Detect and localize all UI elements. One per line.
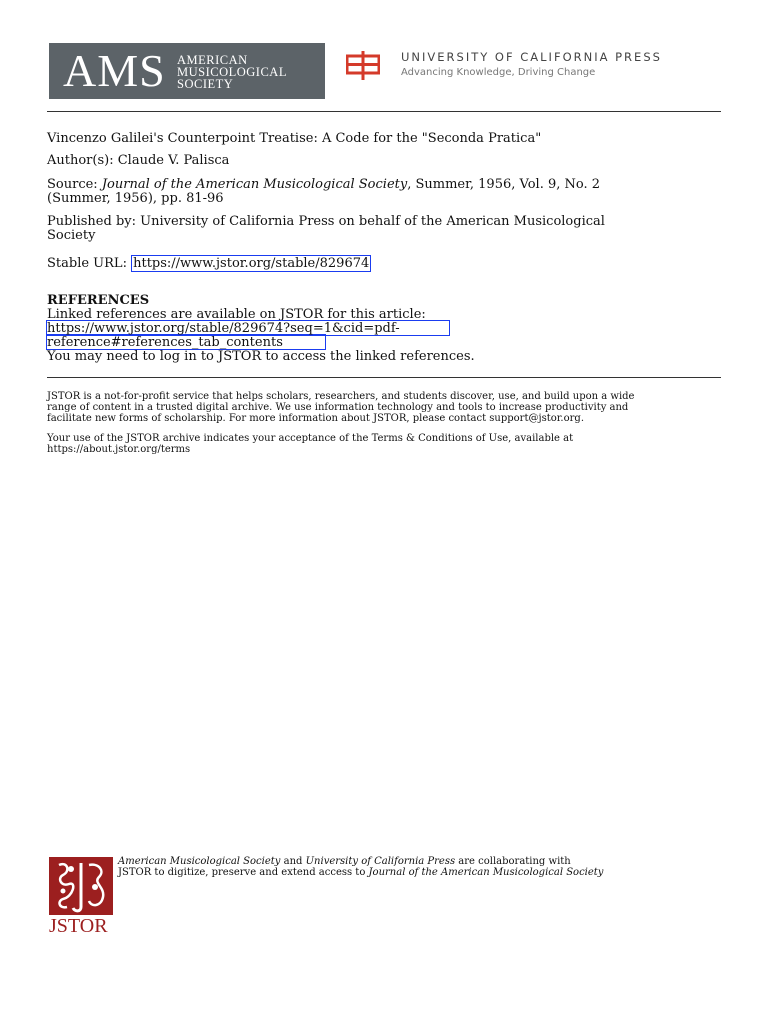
source-journal: Journal of the American Musicological Society — [101, 177, 408, 192]
ams-logo — [49, 43, 325, 99]
references-intro: Linked references are available on JSTOR for this article: — [47, 307, 426, 322]
notice-line-2: range of content in a trusted digital archive. We use information technology and tools to increase productivity and — [47, 402, 629, 413]
ucp-name: UNIVERSITY OF CALIFORNIA PRESS — [401, 50, 662, 64]
article-title: Vincenzo Galilei's Counterpoint Treatise: A Code for the "Seconda Pratica" — [47, 131, 542, 146]
source-line-2: (Summer, 1956), pp. 81-96 — [47, 191, 224, 206]
author-line — [47, 153, 229, 168]
stable-url-label: Stable URL: — [47, 256, 127, 271]
published-line-1: Published by: University of California Press on behalf of the American Musicological — [47, 214, 605, 229]
collab-line-2 — [118, 867, 603, 879]
ams-logo-line-1: AMERICAN — [177, 53, 248, 67]
collab-org-2: University of California Press — [305, 856, 456, 867]
stable-url-line — [47, 256, 371, 271]
notice-divider — [47, 377, 721, 378]
terms-line-1: Your use of the JSTOR archive indicates your acceptance of the Terms & Conditions of Use, available at — [47, 433, 574, 444]
references-heading: REFERENCES — [47, 293, 150, 308]
ams-logo-text — [177, 54, 287, 90]
ams-logo-line-3: SOCIETY — [177, 77, 234, 91]
notice-line-1: JSTOR is a not-for-profit service that helps scholars, researchers, and students discover, use, and build upon a wide — [47, 391, 635, 402]
collab-rest: are collaborating with — [458, 856, 571, 867]
author-name: Claude V. Palisca — [117, 153, 230, 168]
ams-logo-line-2: MUSICOLOGICAL — [177, 65, 287, 79]
author-label: Author(s): — [47, 153, 114, 168]
published-line-2: Society — [47, 228, 96, 243]
collab-and: and — [283, 856, 303, 867]
jstor-logo-word: JSTOR — [49, 915, 108, 937]
collab-line-2-start: JSTOR to digitize, preserve and extend access to — [118, 867, 366, 878]
ucp-tagline: Advancing Knowledge, Driving Change — [401, 67, 596, 78]
references-note: You may need to log in to JSTOR to access the linked references. — [47, 349, 475, 364]
stable-url-link[interactable]: https://www.jstor.org/stable/829674 — [133, 256, 370, 271]
terms-url[interactable]: https://about.jstor.org/terms — [47, 444, 191, 455]
source-line — [47, 177, 600, 192]
ucp-logo-icon — [346, 50, 380, 80]
references-url-line-1[interactable]: https://www.jstor.org/stable/829674?seq=1&cid=pdf- — [47, 321, 400, 336]
collab-journal: Journal of the American Musicological Society — [368, 867, 604, 878]
notice-line-3: facilitate new forms of scholarship. For more information about JSTOR, please contact support@jstor.org. — [47, 413, 584, 424]
ams-logo-initials: AMS — [63, 45, 166, 96]
header-divider — [47, 111, 721, 112]
references-url-line-2[interactable]: reference#references_tab_contents — [47, 335, 283, 350]
source-details: , Summer, 1956, Vol. 9, No. 2 — [407, 177, 600, 192]
jstor-logo-icon — [49, 857, 113, 915]
source-label: Source: — [47, 177, 98, 192]
collab-org-1: American Musicological Society — [118, 856, 281, 867]
